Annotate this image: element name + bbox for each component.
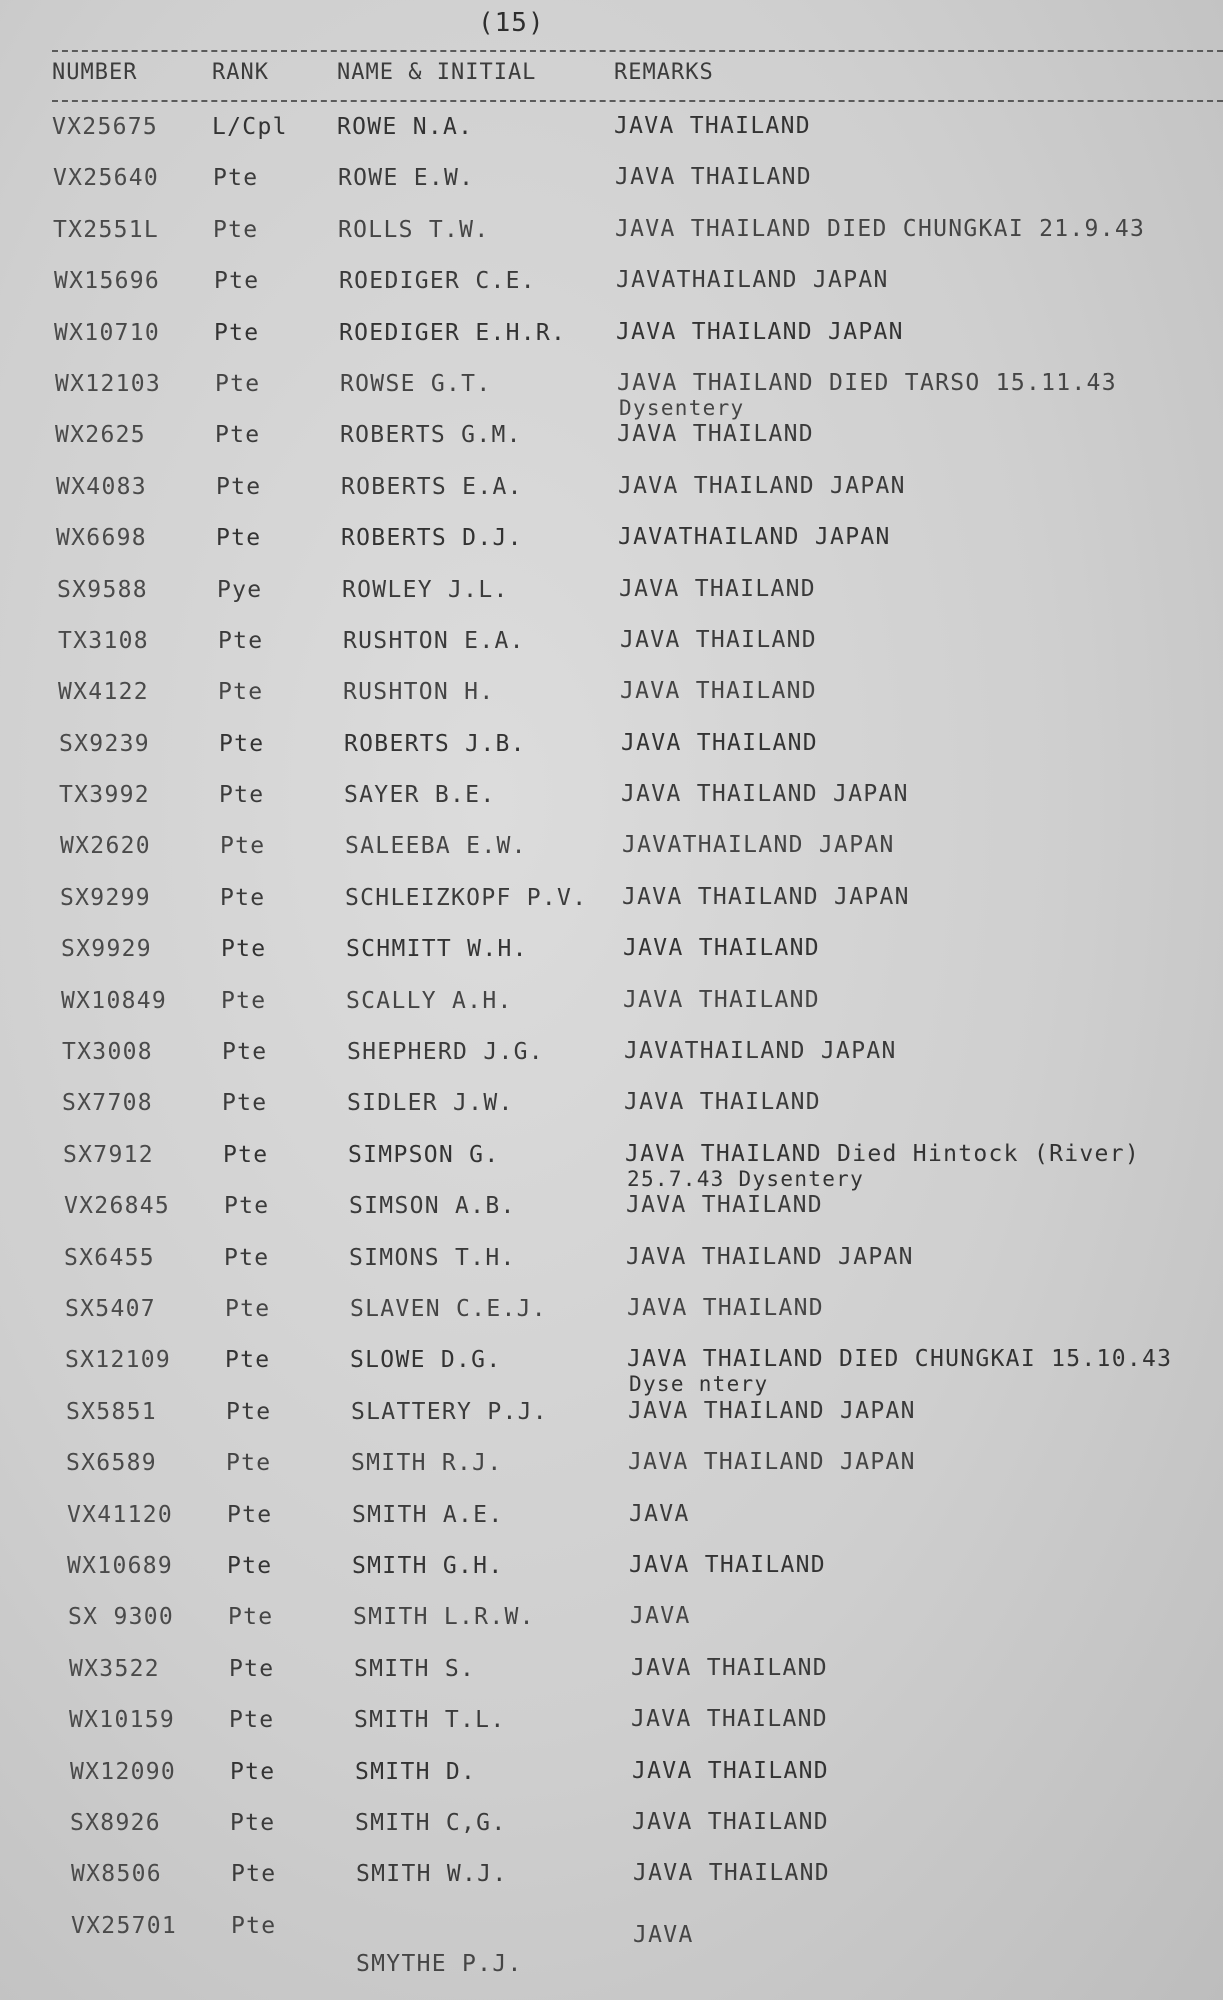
service-number: SX8926 <box>70 1809 161 1836</box>
remarks: JAVA <box>633 1921 694 1948</box>
remarks: JAVA THAILAND <box>631 1706 828 1733</box>
remarks: JAVA THAILAND JAPAN <box>628 1449 916 1476</box>
rank: Pte <box>216 473 262 500</box>
table-row <box>0 677 1223 728</box>
table-row <box>0 780 1223 831</box>
name-initial: ROBERTS G.M. <box>340 422 522 449</box>
remarks: JAVA THAILAND <box>615 164 812 191</box>
rank: Pte <box>218 679 264 706</box>
table-row <box>0 1859 1223 1910</box>
table-row <box>0 163 1223 214</box>
rank: Pte <box>229 1655 275 1682</box>
table-row <box>0 729 1223 780</box>
remarks: JAVA THAILAND Died Hintock (River) <box>625 1140 1141 1167</box>
remarks: JAVA THAILAND <box>620 626 817 653</box>
remarks: JAVA THAILAND <box>614 113 811 139</box>
table-row <box>0 1551 1223 1602</box>
remarks: JAVA THAILAND DIED TARSO 15.11.43 <box>617 369 1117 396</box>
rank: Pte <box>219 782 265 809</box>
name-initial: ROBERTS J.B. <box>344 730 526 757</box>
remarks: JAVA THAILAND <box>631 1654 828 1681</box>
table-row <box>0 112 1223 163</box>
rank: Pte <box>229 1707 275 1734</box>
name-initial: SCHMITT W.H. <box>346 936 528 963</box>
rank: Pte <box>230 1758 276 1785</box>
remarks: JAVA THAILAND <box>633 1860 830 1887</box>
page-number: (15) <box>478 8 545 38</box>
remarks: JAVA THAILAND <box>621 729 818 756</box>
header-name: NAME & INITIAL <box>337 60 537 85</box>
name-initial: SLOWE D.G. <box>350 1347 502 1374</box>
service-number: SX7912 <box>63 1141 154 1168</box>
rank: Pte <box>231 1861 277 1888</box>
service-number: TX3108 <box>58 627 149 654</box>
remarks: JAVA THAILAND JAPAN <box>628 1397 916 1424</box>
remarks: JAVA THAILAND JAPAN <box>626 1243 914 1270</box>
service-number: WX2625 <box>55 422 146 449</box>
service-number: WX8506 <box>71 1861 162 1888</box>
remarks-continuation: 25.7.43 Dysentery <box>627 1166 865 1191</box>
table-row <box>0 420 1223 471</box>
rank: Pte <box>214 268 260 295</box>
service-number: WX6698 <box>56 525 147 552</box>
table-row <box>0 1243 1223 1294</box>
table-row <box>0 1037 1223 1088</box>
rank: Pte <box>230 1809 276 1836</box>
table-row <box>0 883 1223 934</box>
rank: Pte <box>215 370 261 397</box>
name-initial: ROBERTS E.A. <box>341 473 523 500</box>
table-row <box>0 318 1223 369</box>
service-number: TX2551L <box>53 216 160 243</box>
name-initial: ROWLEY J.L. <box>342 576 509 603</box>
rank: Pte <box>224 1193 270 1220</box>
rank: Pte <box>213 216 259 243</box>
remarks: JAVA THAILAND JAPAN <box>622 883 910 910</box>
header-remarks: REMARKS <box>614 60 714 85</box>
name-initial: SMITH C,G. <box>355 1809 507 1836</box>
service-number: SX6455 <box>64 1244 155 1271</box>
table-row <box>0 575 1223 626</box>
rank: Pte <box>225 1295 271 1322</box>
service-number: VX25701 <box>71 1912 178 1939</box>
table-row <box>0 1345 1223 1396</box>
name-initial: SMITH R.J. <box>351 1450 503 1477</box>
remarks: JAVA THAILAND <box>623 986 820 1013</box>
table-row <box>0 1140 1223 1191</box>
remarks-continuation: Dyse ntery <box>629 1372 769 1397</box>
remarks: JAVA THAILAND <box>627 1294 824 1321</box>
service-number: VX41120 <box>67 1501 174 1528</box>
rank: Pte <box>228 1604 274 1631</box>
table-row <box>0 1808 1223 1859</box>
table-row <box>0 1602 1223 1653</box>
name-initial: SALEEBA E.W. <box>345 833 527 860</box>
table-row <box>0 1397 1223 1448</box>
name-initial: SIMONS T.H. <box>349 1244 516 1271</box>
remarks: JAVA <box>629 1500 690 1527</box>
table-row <box>0 1705 1223 1756</box>
remarks: JAVA THAILAND DIED CHUNGKAI 21.9.43 <box>615 215 1146 242</box>
name-initial: SLAVEN C.E.J. <box>350 1295 547 1322</box>
table-row <box>0 215 1223 266</box>
rank: Pte <box>227 1501 273 1528</box>
name-initial: SIMPSON G. <box>348 1141 500 1168</box>
table-row <box>0 1500 1223 1551</box>
service-number: SX9239 <box>59 730 150 757</box>
name-initial: ROEDIGER E.H.R. <box>339 319 567 346</box>
remarks: JAVA THAILAND <box>632 1808 829 1835</box>
remarks: JAVA THAILAND <box>626 1192 823 1219</box>
table-row <box>0 934 1223 985</box>
service-number: WX10689 <box>67 1552 174 1579</box>
table-row <box>0 266 1223 317</box>
rank: Pte <box>218 627 264 654</box>
name-initial: ROEDIGER C.E. <box>339 268 536 295</box>
name-initial: SMITH G.H. <box>352 1552 504 1579</box>
remarks: JAVATHAILAND JAPAN <box>622 832 895 859</box>
remarks: JAVA THAILAND JAPAN <box>616 318 904 345</box>
table-row <box>0 1088 1223 1139</box>
rank: Pte <box>221 936 267 963</box>
remarks: JAVA THAILAND <box>632 1757 829 1784</box>
rank: Pye <box>217 576 263 603</box>
name-initial: SMITH T.L. <box>354 1707 506 1734</box>
service-number: SX7708 <box>62 1090 153 1117</box>
table-row <box>0 1294 1223 1345</box>
service-number: SX6589 <box>66 1450 157 1477</box>
service-number: VX25675 <box>52 114 159 140</box>
remarks: JAVA THAILAND <box>623 935 820 962</box>
service-number: SX5851 <box>66 1398 157 1425</box>
name-initial: SMITH A.E. <box>352 1501 504 1528</box>
remarks: JAVATHAILAND JAPAN <box>616 267 889 294</box>
header-number: NUMBER <box>52 60 138 85</box>
service-number: WX10849 <box>61 987 168 1014</box>
service-number: WX12103 <box>55 370 162 397</box>
service-number: WX10159 <box>69 1707 176 1734</box>
service-number: SX5407 <box>65 1295 156 1322</box>
name-initial: SHEPHERD J.G. <box>347 1039 544 1066</box>
name-initial: SCALLY A.H. <box>346 987 513 1014</box>
service-number: VX25640 <box>53 165 160 192</box>
service-number: WX15696 <box>54 268 161 295</box>
name-initial: ROWE E.W. <box>338 165 475 192</box>
name-initial: SAYER B.E. <box>344 782 496 809</box>
remarks: JAVA THAILAND <box>619 575 816 602</box>
service-number: WX3522 <box>69 1655 160 1682</box>
header-rank: RANK <box>212 60 269 85</box>
rank: Pte <box>222 1039 268 1066</box>
top-dashed-rule <box>52 50 1223 52</box>
service-number: VX26845 <box>64 1193 171 1220</box>
name-initial: SMYTHE P.J. <box>356 1950 523 1977</box>
table-row <box>0 1448 1223 1499</box>
service-number: WX12090 <box>70 1758 177 1785</box>
name-initial: ROLLS T.W. <box>338 216 490 243</box>
table-row <box>0 986 1223 1037</box>
table-row <box>0 472 1223 523</box>
rank: Pte <box>222 1090 268 1117</box>
remarks: JAVA THAILAND <box>629 1551 826 1578</box>
rank: Pte <box>221 987 267 1014</box>
name-initial: SCHLEIZKOPF P.V. <box>345 884 588 911</box>
service-number: TX3008 <box>62 1039 153 1066</box>
rank: Pte <box>219 730 265 757</box>
name-initial: SIDLER J.W. <box>347 1090 514 1117</box>
rank: Pte <box>226 1398 272 1425</box>
rank: Pte <box>216 525 262 552</box>
column-header-row <box>0 58 1223 94</box>
table-row <box>0 1757 1223 1808</box>
service-number: SX9929 <box>61 936 152 963</box>
service-number: SX9588 <box>57 576 148 603</box>
service-number: WX4122 <box>58 679 149 706</box>
name-initial: SMITH D. <box>355 1758 477 1785</box>
remarks: JAVA THAILAND <box>617 421 814 448</box>
rank: Pte <box>227 1552 273 1579</box>
remarks: JAVATHAILAND JAPAN <box>624 1038 897 1065</box>
rank: Pte <box>231 1912 277 1939</box>
service-number: WX4083 <box>56 473 147 500</box>
rank: L/Cpl <box>212 114 288 140</box>
name-initial: ROWE N.A. <box>337 114 474 140</box>
rank: Pte <box>214 319 260 346</box>
remarks: JAVA THAILAND <box>620 678 817 705</box>
rank: Pte <box>225 1347 271 1374</box>
name-initial: SMITH S. <box>354 1655 476 1682</box>
table-row <box>0 1654 1223 1705</box>
table-row <box>0 523 1223 574</box>
service-number: SX9299 <box>60 884 151 911</box>
service-number: WX10710 <box>54 319 161 346</box>
remarks: JAVA THAILAND <box>624 1089 821 1116</box>
name-initial: RUSHTON E.A. <box>343 627 525 654</box>
name-initial: SIMSON A.B. <box>349 1193 516 1220</box>
remarks: JAVA THAILAND JAPAN <box>621 781 909 808</box>
rank: Pte <box>223 1141 269 1168</box>
service-number: WX2620 <box>60 833 151 860</box>
rank: Pte <box>224 1244 270 1271</box>
remarks: JAVA THAILAND DIED CHUNGKAI 15.10.43 <box>627 1346 1173 1373</box>
table-row <box>0 1191 1223 1242</box>
header-dashed-rule <box>52 100 1223 102</box>
remarks: JAVA <box>630 1603 691 1630</box>
service-number: SX12109 <box>65 1347 172 1374</box>
table-row <box>0 369 1223 420</box>
rank: Pte <box>220 884 266 911</box>
remarks: JAVATHAILAND JAPAN <box>618 524 891 551</box>
name-initial: ROBERTS D.J. <box>341 525 523 552</box>
service-number: TX3992 <box>59 782 150 809</box>
rank: Pte <box>226 1450 272 1477</box>
name-initial: SMITH W.J. <box>356 1861 508 1888</box>
table-row <box>0 626 1223 677</box>
name-initial: SMITH L.R.W. <box>353 1604 535 1631</box>
remarks: JAVA THAILAND JAPAN <box>618 472 906 499</box>
service-number: SX 9300 <box>68 1604 175 1631</box>
rank: Pte <box>220 833 266 860</box>
roll-list <box>0 112 1223 1991</box>
name-initial: SLATTERY P.J. <box>351 1398 548 1425</box>
rank: Pte <box>213 165 259 192</box>
name-initial: ROWSE G.T. <box>340 370 492 397</box>
table-row <box>0 831 1223 882</box>
rank: Pte <box>215 422 261 449</box>
name-initial: RUSHTON H. <box>343 679 495 706</box>
table-row <box>0 1911 1223 1991</box>
remarks-continuation: Dysentery <box>619 395 745 420</box>
